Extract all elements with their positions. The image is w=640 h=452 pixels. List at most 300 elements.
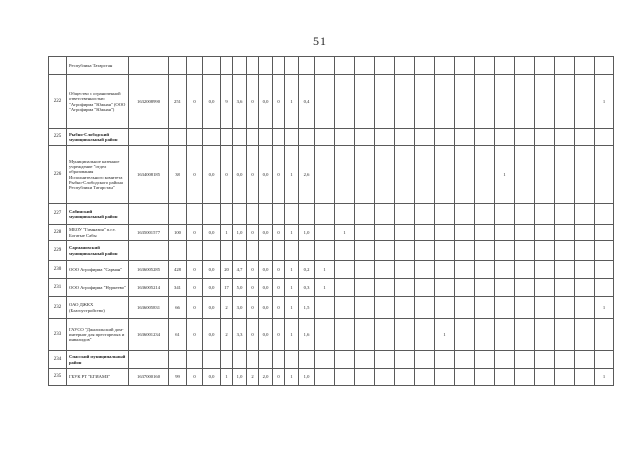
table-cell <box>355 241 375 261</box>
table-cell <box>415 369 435 386</box>
organization-name: МБОУ "Гимназия" п.г.т. Богатые Сабы <box>67 225 129 241</box>
table-cell <box>335 297 355 319</box>
table-cell <box>415 75 435 129</box>
table-cell <box>415 129 435 146</box>
table-cell <box>435 279 455 297</box>
table-cell: 0 <box>187 261 203 279</box>
row-number: 233 <box>49 319 67 351</box>
table-cell <box>595 351 614 369</box>
table-cell: 4,7 <box>233 261 247 279</box>
table-cell <box>455 129 475 146</box>
table-cell: 1,0 <box>233 225 247 241</box>
table-cell <box>233 129 247 146</box>
table-cell <box>495 279 515 297</box>
table-cell <box>575 57 595 75</box>
table-row <box>49 279 614 297</box>
table-cell: 1636005214 <box>129 279 169 297</box>
table-cell <box>315 241 335 261</box>
table-cell <box>535 369 555 386</box>
table-cell <box>203 57 221 75</box>
table-row <box>49 146 614 204</box>
table-cell <box>273 57 285 75</box>
table-cell: 1 <box>285 146 299 204</box>
table-cell: 1636005831 <box>129 297 169 319</box>
table-cell <box>555 319 575 351</box>
table-cell <box>315 369 335 386</box>
table-cell <box>575 369 595 386</box>
table-cell: 0 <box>273 225 285 241</box>
table-cell <box>375 319 395 351</box>
table-cell <box>335 279 355 297</box>
table-cell <box>221 57 233 75</box>
table-cell <box>575 279 595 297</box>
table-cell <box>233 57 247 75</box>
table-cell <box>129 204 169 225</box>
table-cell: 1,0 <box>299 225 315 241</box>
table-cell: 2 <box>221 297 233 319</box>
table-cell: 0,3 <box>299 279 315 297</box>
table-cell <box>395 225 415 241</box>
table-cell: 38 <box>169 146 187 204</box>
table-cell <box>495 75 515 129</box>
table-cell: 0,0 <box>203 297 221 319</box>
table-cell: 99 <box>169 369 187 386</box>
table-cell <box>187 129 203 146</box>
table-cell: 0,0 <box>203 369 221 386</box>
row-number: 226 <box>49 146 67 204</box>
organization-name: Республика Татарстан <box>67 57 129 75</box>
table-cell <box>375 225 395 241</box>
table-cell <box>595 129 614 146</box>
table-cell <box>203 241 221 261</box>
table-cell: 2 <box>247 369 259 386</box>
table-cell <box>169 204 187 225</box>
table-cell <box>187 204 203 225</box>
table-cell: 0 <box>221 146 233 204</box>
table-cell <box>285 351 299 369</box>
table-cell <box>415 57 435 75</box>
table-cell <box>375 297 395 319</box>
table-cell <box>475 204 495 225</box>
table-cell <box>247 241 259 261</box>
table-cell <box>455 279 475 297</box>
table-cell: 1 <box>285 319 299 351</box>
table-cell: 1 <box>285 261 299 279</box>
table-row <box>49 319 614 351</box>
table-cell <box>535 241 555 261</box>
table-cell <box>595 57 614 75</box>
table-cell: 0,0 <box>203 261 221 279</box>
table-cell <box>285 204 299 225</box>
table-cell: 1 <box>595 75 614 129</box>
table-cell <box>129 57 169 75</box>
table-cell <box>299 204 315 225</box>
table-cell <box>355 369 375 386</box>
table-cell: 0 <box>273 75 285 129</box>
table-cell <box>395 279 415 297</box>
table-cell <box>535 129 555 146</box>
table-cell <box>187 57 203 75</box>
table-cell: 0 <box>187 75 203 129</box>
table-cell <box>315 351 335 369</box>
table-cell <box>273 129 285 146</box>
register-table-body <box>49 57 614 386</box>
table-cell: 0 <box>273 279 285 297</box>
section-row <box>49 351 614 369</box>
table-cell <box>555 369 575 386</box>
table-cell <box>475 75 495 129</box>
table-cell <box>575 146 595 204</box>
table-cell: 1637000160 <box>129 369 169 386</box>
table-cell <box>555 225 575 241</box>
table-cell <box>555 241 575 261</box>
table-cell <box>355 57 375 75</box>
table-cell <box>455 225 475 241</box>
table-cell <box>555 129 575 146</box>
table-cell: 0,0 <box>233 146 247 204</box>
table-cell <box>495 369 515 386</box>
table-cell <box>129 351 169 369</box>
table-cell <box>395 241 415 261</box>
table-cell: 0 <box>187 297 203 319</box>
table-cell: 251 <box>169 75 187 129</box>
table-cell <box>555 261 575 279</box>
table-cell <box>435 204 455 225</box>
table-cell <box>285 241 299 261</box>
table-cell <box>355 319 375 351</box>
table-cell: 1634008185 <box>129 146 169 204</box>
table-cell <box>515 351 535 369</box>
organization-name: ГБУК РТ "БГИАМЗ" <box>67 369 129 386</box>
row-number <box>49 57 67 75</box>
table-cell <box>315 129 335 146</box>
table-cell <box>273 204 285 225</box>
table-cell: 0 <box>273 319 285 351</box>
table-cell <box>535 351 555 369</box>
table-cell: 1635001577 <box>129 225 169 241</box>
organization-name: ГАУСО "Джалильский дом-интернат для престарелых и инвалидов" <box>67 319 129 351</box>
table-cell: 1 <box>315 279 335 297</box>
table-cell <box>595 204 614 225</box>
section-row <box>49 241 614 261</box>
table-cell: 2,6 <box>299 146 315 204</box>
table-cell <box>375 129 395 146</box>
table-cell <box>595 319 614 351</box>
table-cell: 0 <box>273 146 285 204</box>
table-cell: 0,0 <box>259 319 273 351</box>
table-cell: 1 <box>285 369 299 386</box>
table-cell <box>315 225 335 241</box>
table-cell: 1,5 <box>299 297 315 319</box>
table-cell <box>221 241 233 261</box>
table-cell: 1 <box>595 369 614 386</box>
table-cell: 1632008990 <box>129 75 169 129</box>
table-cell <box>285 57 299 75</box>
table-cell <box>169 57 187 75</box>
table-cell: 3,0 <box>233 297 247 319</box>
table-cell <box>495 204 515 225</box>
table-cell <box>435 225 455 241</box>
table-cell: 2,0 <box>259 369 273 386</box>
table-cell <box>475 319 495 351</box>
table-cell: 0 <box>247 146 259 204</box>
table-cell: 1 <box>495 146 515 204</box>
row-number: 230 <box>49 261 67 279</box>
district-name: Рыбно-Слободский муниципальный район <box>67 129 129 146</box>
table-cell <box>555 57 575 75</box>
table-cell <box>375 241 395 261</box>
table-cell <box>375 261 395 279</box>
table-cell <box>575 297 595 319</box>
table-cell <box>335 204 355 225</box>
table-cell <box>535 146 555 204</box>
district-name: Сармановский муниципальный район <box>67 241 129 261</box>
table-cell <box>355 261 375 279</box>
table-cell: 9 <box>221 75 233 129</box>
table-cell <box>335 146 355 204</box>
table-cell <box>187 241 203 261</box>
table-cell <box>495 129 515 146</box>
table-cell <box>515 369 535 386</box>
table-cell: 0 <box>273 369 285 386</box>
table-cell: 5,0 <box>233 279 247 297</box>
table-cell: 0,0 <box>203 225 221 241</box>
table-cell <box>435 75 455 129</box>
table-cell: 0 <box>247 75 259 129</box>
table-cell <box>575 241 595 261</box>
table-cell <box>221 204 233 225</box>
table-cell <box>435 351 455 369</box>
table-cell <box>415 279 435 297</box>
table-cell <box>129 129 169 146</box>
organization-name: Общество с ограниченной ответственностью "Агрофирма "Южная" (ООО "Агрофирма "Южная") <box>67 75 129 129</box>
table-cell <box>355 351 375 369</box>
table-cell: 3,3 <box>233 319 247 351</box>
table-cell <box>475 146 495 204</box>
table-cell <box>203 351 221 369</box>
table-cell <box>455 319 475 351</box>
table-cell <box>555 297 575 319</box>
table-cell <box>415 241 435 261</box>
table-cell <box>435 129 455 146</box>
table-cell <box>355 146 375 204</box>
table-cell <box>273 351 285 369</box>
table-cell <box>475 351 495 369</box>
table-cell <box>435 57 455 75</box>
table-cell <box>515 261 535 279</box>
table-cell: 0 <box>187 146 203 204</box>
table-cell: 1 <box>595 297 614 319</box>
table-cell <box>495 57 515 75</box>
table-cell <box>203 204 221 225</box>
table-cell: 0,0 <box>259 146 273 204</box>
table-cell <box>315 57 335 75</box>
table-cell <box>515 241 535 261</box>
table-cell <box>355 279 375 297</box>
table-cell <box>575 204 595 225</box>
row-number: 232 <box>49 297 67 319</box>
table-cell <box>375 57 395 75</box>
table-cell <box>535 279 555 297</box>
table-cell: 1,0 <box>299 369 315 386</box>
table-cell <box>355 75 375 129</box>
table-cell: 1 <box>221 225 233 241</box>
table-cell: 1 <box>285 75 299 129</box>
table-cell <box>455 204 475 225</box>
table-cell <box>375 369 395 386</box>
table-cell <box>395 146 415 204</box>
table-cell: 66 <box>169 297 187 319</box>
table-cell: 0,4 <box>299 75 315 129</box>
table-cell <box>395 75 415 129</box>
table-cell <box>315 204 335 225</box>
table-cell: 0,0 <box>259 279 273 297</box>
table-cell <box>335 75 355 129</box>
table-cell <box>221 351 233 369</box>
table-cell <box>575 351 595 369</box>
table-cell <box>233 241 247 261</box>
table-cell <box>375 351 395 369</box>
table-cell: 428 <box>169 261 187 279</box>
table-cell <box>575 319 595 351</box>
table-cell <box>515 279 535 297</box>
table-cell <box>455 241 475 261</box>
table-cell <box>315 146 335 204</box>
table-cell <box>415 319 435 351</box>
table-cell: 1 <box>315 261 335 279</box>
table-cell <box>495 297 515 319</box>
table-cell <box>435 297 455 319</box>
table-cell <box>355 225 375 241</box>
table-cell <box>273 241 285 261</box>
table-cell <box>455 75 475 129</box>
table-cell <box>475 241 495 261</box>
table-cell <box>415 297 435 319</box>
table-cell: 0,0 <box>259 297 273 319</box>
table-cell: 1636005285 <box>129 261 169 279</box>
table-cell <box>555 204 575 225</box>
table-cell <box>355 297 375 319</box>
table-cell <box>575 225 595 241</box>
table-cell <box>515 297 535 319</box>
table-cell <box>129 241 169 261</box>
table-cell <box>595 146 614 204</box>
table-cell <box>435 146 455 204</box>
table-cell <box>435 369 455 386</box>
organization-name: ООО Агрофирма "Нуркеево" <box>67 279 129 297</box>
table-cell: 0 <box>187 319 203 351</box>
table-cell <box>595 241 614 261</box>
table-cell <box>335 369 355 386</box>
table-cell <box>535 225 555 241</box>
table-cell: 0,0 <box>203 319 221 351</box>
table-cell: 1 <box>285 225 299 241</box>
row-number: 235 <box>49 369 67 386</box>
table-cell <box>355 129 375 146</box>
table-cell <box>415 261 435 279</box>
table-cell: 1 <box>285 279 299 297</box>
row-number: 222 <box>49 75 67 129</box>
table-cell <box>415 225 435 241</box>
table-cell: 20 <box>221 261 233 279</box>
table-row <box>49 297 614 319</box>
table-cell <box>535 57 555 75</box>
table-cell <box>259 204 273 225</box>
table-cell: 0 <box>187 279 203 297</box>
organization-name: ОАО ДЖКХ (Благоустройство) <box>67 297 129 319</box>
table-cell: 100 <box>169 225 187 241</box>
table-cell <box>495 261 515 279</box>
table-cell: 0,0 <box>259 261 273 279</box>
table-cell <box>495 319 515 351</box>
table-cell <box>335 319 355 351</box>
table-cell <box>395 261 415 279</box>
table-cell <box>233 204 247 225</box>
table-cell <box>515 225 535 241</box>
table-cell <box>475 297 495 319</box>
table-row <box>49 57 614 75</box>
table-cell <box>575 129 595 146</box>
table-row <box>49 369 614 386</box>
table-cell <box>435 241 455 261</box>
table-cell: 0 <box>247 279 259 297</box>
table-cell <box>395 204 415 225</box>
table-cell <box>455 146 475 204</box>
table-cell <box>375 204 395 225</box>
table-cell <box>535 204 555 225</box>
table-cell <box>169 241 187 261</box>
section-row <box>49 129 614 146</box>
table-cell <box>475 129 495 146</box>
table-cell <box>315 319 335 351</box>
table-cell <box>455 261 475 279</box>
table-cell <box>285 129 299 146</box>
table-cell: 1636001234 <box>129 319 169 351</box>
table-cell <box>315 75 335 129</box>
table-cell <box>435 261 455 279</box>
table-cell <box>575 261 595 279</box>
table-cell: 0 <box>273 297 285 319</box>
table-cell <box>475 369 495 386</box>
table-cell <box>535 261 555 279</box>
table-cell <box>375 279 395 297</box>
table-row <box>49 225 614 241</box>
table-cell: 0 <box>187 225 203 241</box>
table-cell <box>299 129 315 146</box>
row-number: 234 <box>49 351 67 369</box>
table-cell <box>299 241 315 261</box>
organization-name: Муниципальное казенное учреждение "отдел образования Исполнительного комитета Рыбно-Слободского района Республики Татарстан" <box>67 146 129 204</box>
table-cell: 0,0 <box>259 75 273 129</box>
register-table <box>48 56 614 386</box>
table-cell: 0 <box>187 369 203 386</box>
table-cell <box>455 57 475 75</box>
table-cell <box>495 241 515 261</box>
row-number: 228 <box>49 225 67 241</box>
table-cell <box>221 129 233 146</box>
table-cell <box>335 129 355 146</box>
district-name: Сабинский муниципальный район <box>67 204 129 225</box>
table-cell: 0,0 <box>203 279 221 297</box>
table-cell: 0 <box>247 225 259 241</box>
row-number: 227 <box>49 204 67 225</box>
table-cell <box>555 351 575 369</box>
row-number: 229 <box>49 241 67 261</box>
table-cell <box>395 297 415 319</box>
table-cell <box>259 57 273 75</box>
table-cell <box>247 129 259 146</box>
table-cell <box>335 261 355 279</box>
